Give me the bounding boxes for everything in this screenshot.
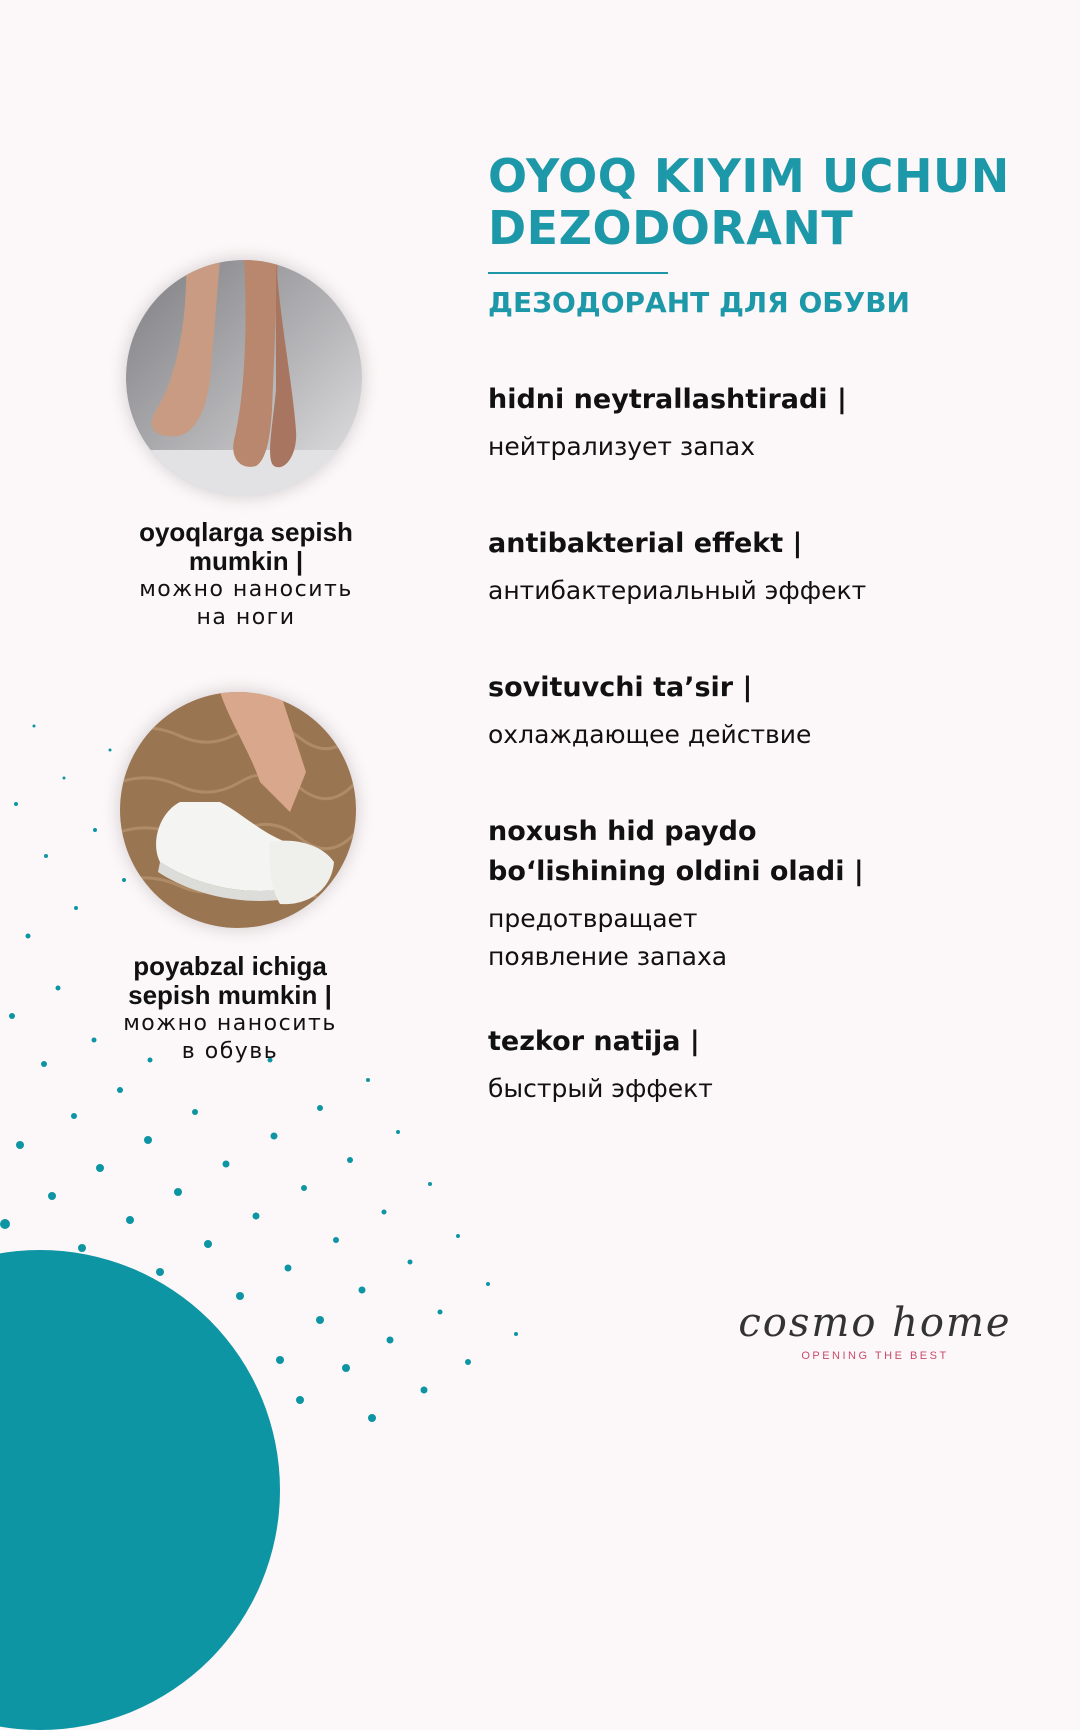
feature-uz-label: tezkor natija | [488,1026,700,1057]
feature-uz-label: noxush hid paydo bo‘lishining oldini oladi | [488,816,864,887]
brand-tagline: OPENING THE BEST [801,1350,949,1362]
feature-ru-label: предотвращает появление запаха [488,904,728,971]
feet-caption-uz: oyoqlarga sepish mumkin | [139,517,353,576]
feature-ru-label: быстрый эффект [488,1074,713,1103]
feature-uz-label: hidni neytrallashtiradi | [488,384,847,415]
feet-caption-ru: можно наносить на ноги [139,577,353,630]
feature-uz-label: antibakterial effekt | [488,528,803,559]
feature-uz-label: sovituvchi ta’sir | [488,672,753,703]
brand-wordmark: cosmo home [738,1300,1012,1346]
feature-ru-label: нейтрализует запах [488,432,756,461]
feature-item [488,524,1048,610]
feature-item [488,380,1048,466]
shoes-caption-ru: можно наносить в обувь [123,1011,337,1064]
shoes-photo [120,692,356,928]
page-title: OYOQ KIYIM UCHUN DEZODORANT [488,149,1010,255]
shoes-caption [70,952,390,1066]
feature-ru-label: охлаждающее действие [488,720,812,749]
feet-photo [126,260,362,496]
feature-item [488,1022,1048,1108]
page-subtitle: ДЕЗОДОРАНТ ДЛЯ ОБУВИ [488,286,910,319]
feature-item [488,812,1048,976]
feature-item [488,668,1048,754]
feet-caption [86,518,406,632]
title-divider [488,272,668,274]
shoes-caption-uz: poyabzal ichiga sepish mumkin | [128,951,332,1010]
brand-logo [730,1300,1020,1362]
feature-ru-label: антибактериальный эффект [488,576,867,605]
